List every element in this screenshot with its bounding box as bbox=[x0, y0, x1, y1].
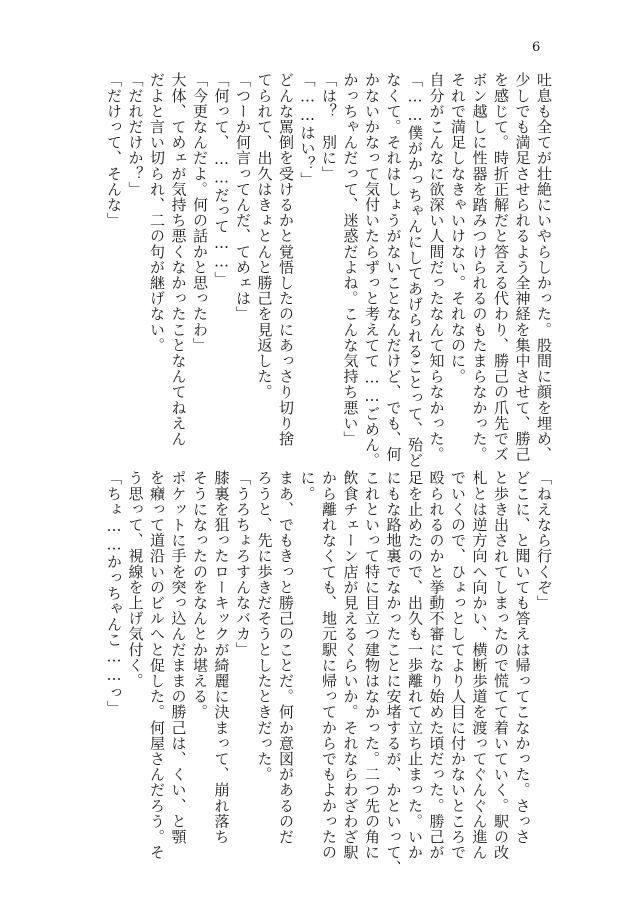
text-line: を癪って道沿いのビルへと促した。何屋さんだろう。そ bbox=[148, 470, 166, 860]
text-line: 「ちょ……かっちゃんこ……っ」 bbox=[105, 470, 123, 716]
text-line: 「だけって、そんな」 bbox=[105, 72, 123, 228]
text-line: ろうと、先に歩きだそうとしたときだった。 bbox=[255, 470, 274, 782]
page-number: 6 bbox=[532, 40, 541, 55]
text-line: 「……僕がかっちゃんにしてあげられることって、殆ど bbox=[406, 72, 424, 468]
text-line: から離れなくても、地元駅に帰ってからでもよかったの bbox=[320, 470, 338, 860]
text-line: これといって特に目立つ建物はなかった。二つ先の角に bbox=[363, 470, 381, 860]
text-line: かないかなって気付いたらずっと考えてて……ごめん。 bbox=[363, 72, 381, 468]
text-line: そうになったのをなんとか堪える。 bbox=[191, 470, 209, 720]
text-line: でいくので、ひょっとしてより人目に付かないところで bbox=[449, 470, 467, 860]
text-line: 膝裏を狙ったローキックが綺麗に決まって、崩れ落ち bbox=[212, 470, 231, 845]
text-line: 飲食チェーン店が見えるくらいか。それならわざわざ駅 bbox=[341, 470, 360, 860]
lower-text-block bbox=[100, 470, 553, 876]
text-line: 大体、てめェが気持ち悪くなかったことなんてねえん bbox=[169, 72, 188, 447]
text-line: 「何って、……だって……」 bbox=[212, 72, 231, 287]
text-line: に。 bbox=[298, 470, 317, 502]
text-line: まあ、でもきっと勝己のことだ。何か意図があるのだ bbox=[277, 470, 295, 845]
text-line: 「……はい？」 bbox=[298, 72, 317, 188]
text-line: 「は？ 別に」 bbox=[320, 72, 338, 182]
text-line: どんな罵倒を受けるかと覚悟したのにあっさり切り捨 bbox=[277, 72, 295, 447]
text-line: 札とは逆方向へ向かい、横断歩道を渡ってぐんぐん進ん bbox=[470, 470, 489, 860]
text-line: と歩き出されてしまったので慌てて着いていく。駅の改 bbox=[492, 470, 510, 860]
text-line: かっちゃんだって、迷惑だよね。こんな気持ち悪い」 bbox=[341, 72, 360, 447]
text-line: にもな路地裏でなかったことに安堵するが、かといって、 bbox=[384, 470, 403, 876]
text-line: を感じて。時折正解だと答える代わり、勝己の爪先でズ bbox=[492, 72, 510, 462]
text-line: だよと言い切られ、二の句が継げない。 bbox=[148, 72, 166, 353]
text-line: 殴られるのかと挙動不審になり始めた頃だった。勝己が bbox=[427, 470, 446, 860]
upper-text-block bbox=[100, 72, 553, 468]
text-line: 自分がこんなに欲深い人間だったなんて知らなかった。 bbox=[427, 72, 446, 462]
text-line: どこに、と聞いても答えは帰ってこなかった。さっさ bbox=[513, 470, 532, 845]
text-line: 「だれだけか？」 bbox=[126, 72, 145, 197]
text-line: てられて、出久はきょとんと勝己を見返した。 bbox=[255, 72, 274, 400]
text-line: ポケットに手を突っ込んだままの勝己は、くい、と顎 bbox=[169, 470, 188, 845]
text-line: ボン越しに性器を踏みつけられるのもたまらなかった。 bbox=[470, 72, 489, 462]
text-line: 「今更なんだよ。何の話かと思ったわ」 bbox=[191, 72, 209, 353]
text-line: 「うろちょろすんなバカ」 bbox=[234, 470, 252, 658]
text-line: なくて。それはしょうがないことなんだけど、でも、何 bbox=[384, 72, 403, 462]
text-line: 足を止めたので、出久も一歩離れて立ち止まった。いか bbox=[406, 470, 424, 860]
text-line: 「つーか何言ってんだ、てめェは」 bbox=[234, 72, 252, 322]
text-line: それで満足しなきゃいけない。それなのに。 bbox=[449, 72, 467, 384]
text-line: 吐息も全てが壮絶にいやらしかった。股間に顔を埋め、 bbox=[535, 72, 553, 462]
text-line: 少しでも満足させられるよう全神経を集中させて、勝己 bbox=[513, 72, 532, 462]
text-line: 「ねえなら行くぞ」 bbox=[535, 470, 553, 611]
text-line: う思って、視線を上げ気付く。 bbox=[126, 470, 145, 689]
